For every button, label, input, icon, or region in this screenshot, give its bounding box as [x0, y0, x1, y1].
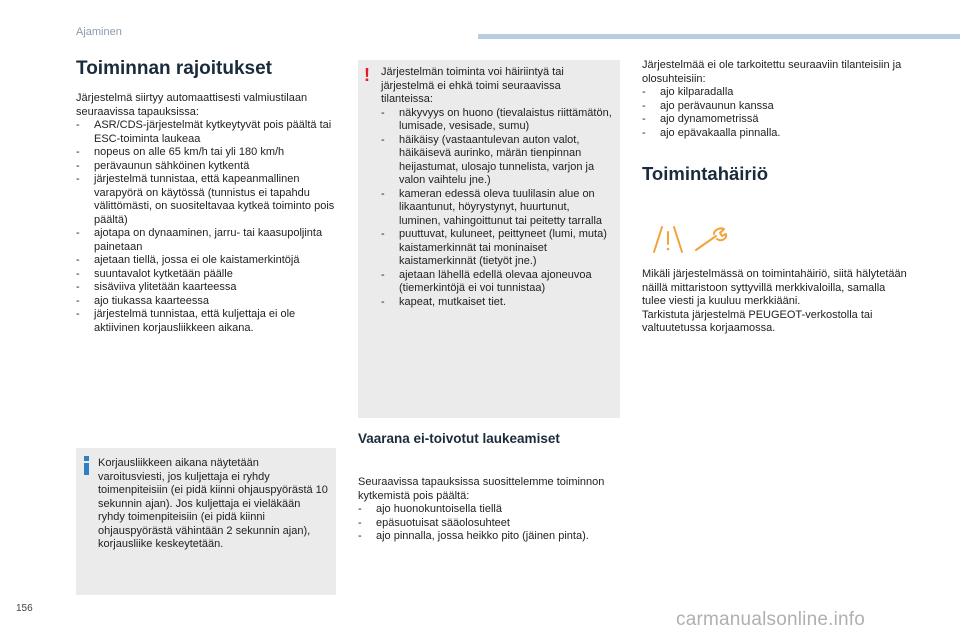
warning-lamps — [648, 222, 732, 256]
list-item: - ajo perävaunun kanssa — [642, 100, 912, 114]
list-item: - järjestelmä tunnistaa, että kapeanmallinen varapyörä on käytössä (tunnistus ei tapahdu välittömästi, on suositeltavaa kytkeä toiminto pois päältä) — [76, 173, 338, 227]
list-item: - ajo epävakaalla pinnalla. — [642, 127, 912, 141]
list-item: - ajo huonokuntoisella tiellä — [358, 503, 623, 517]
list-item: - kameran edessä oleva tuulilasin alue on likaantunut, höyrystynyt, huurtunut, luminen, vahingoittunut tai peitetty tarralla — [381, 188, 613, 229]
header-bar — [478, 34, 960, 39]
not-intended-section — [642, 59, 912, 140]
info-box-text: Korjausliikkeen aikana näytetään varoitusviesti, jos kuljettaja ei ryhdy toimenpiteisiin (ei pidä kiinni ohjauspyörästä 10 sekunnin ajan). Jos kuljettaja ei vieläkään ryhdy toimenpiteisiin (ei pidä kiinni ohjauspyörästä vähintään 2 sekunnin ajan), korjausliike keskeytetään. — [98, 457, 328, 550]
fault-title: Toimintahäiriö — [642, 163, 769, 184]
list-item: - nopeus on alle 65 km/h tai yli 180 km/h — [76, 146, 338, 160]
list-item: - ASR/CDS-järjestelmät kytkeytyvät pois päältä tai ESC-toiminta laukeaa — [76, 119, 338, 146]
warning-intro: Järjestelmän toiminta voi häiriintyä tai järjestelmä ei ehkä toimi seuraavissa tilanteissa: — [381, 66, 564, 105]
limitations-list — [76, 119, 338, 335]
section-label: Ajaminen — [76, 26, 122, 38]
list-item: - sisäviiva ylitetään kaarteessa — [76, 281, 338, 295]
list-item: - perävaunun sähköinen kytkentä — [76, 160, 338, 174]
fault-text: Mikäli järjestelmässä on toimintahäiriö, siitä hälytetään näillä mittaristoon syttyvillä merkkivaloilla, samalla tulee viesti ja kuuluu merkkiääni. — [642, 268, 907, 307]
limitations-title: Toiminnan rajoitukset — [76, 58, 273, 79]
list-item: - epäsuotuisat sääolosuhteet — [358, 517, 623, 531]
warning-list — [381, 107, 613, 310]
risk-intro: Seuraavissa tapauksissa suosittelemme toiminnon kytkemistä pois päältä: — [358, 476, 605, 502]
list-item: - ajotapa on dynaaminen, jarru- tai kaasupoljinta painetaan — [76, 227, 338, 254]
info-icon — [84, 456, 90, 475]
lane-departure-warning-icon — [654, 227, 682, 252]
list-item: - kapeat, mutkaiset tiet. — [381, 296, 613, 310]
warning-icon: ! — [364, 65, 370, 85]
risk-list — [358, 503, 623, 544]
list-item: - ajo dynamometrissä — [642, 113, 912, 127]
fault-section — [642, 268, 912, 336]
fault-text-check: Tarkistuta järjestelmä PEUGEOT-verkostolla tai valtuutetussa korjaamossa. — [642, 308, 873, 334]
list-item: - järjestelmä tunnistaa, että kuljettaja ei ole aktiivinen korjausliikkeen aikana. — [76, 308, 338, 335]
list-item: - häikäisy (vastaantulevan auton valot, häikäisevä aurinko, märän tienpinnan heijastumat, ulosajo tunnelista, varjon ja valon vaihtelu jne.) — [381, 134, 613, 188]
list-item: - puuttuvat, kuluneet, peittyneet (lumi, muta) kaistamerkinnät tai moninaiset kaistamerkinnät (tietyöt jne.) — [381, 228, 613, 269]
not-intended-intro: Järjestelmää ei ole tarkoitettu seuraaviin tilanteisiin ja olosuhteisiin: — [642, 59, 902, 85]
list-item: - ajo kilparadalla — [642, 86, 912, 100]
warning-box-content — [381, 66, 613, 309]
page-number: 156 — [16, 603, 33, 614]
watermark: carmanualsonline.info — [676, 609, 866, 630]
list-item: - näkyvyys on huono (tievalaistus riittämätön, lumisade, vesisade, sumu) — [381, 107, 613, 134]
column-1 — [76, 58, 338, 335]
list-item: - ajo tiukassa kaarteessa — [76, 295, 338, 309]
risk-title: Vaarana ei-toivotut laukeamiset — [358, 431, 560, 446]
list-item: - suuntavalot kytketään päälle — [76, 268, 338, 282]
not-intended-list — [642, 86, 912, 140]
list-item: - ajetaan lähellä edellä olevaa ajoneuvoa (tiemerkintöjä ei voi tunnistaa) — [381, 269, 613, 296]
limitations-intro: Järjestelmä siirtyy automaattisesti valmiustilaan seuraavissa tapauksissa: — [76, 92, 308, 118]
list-item: - ajo pinnalla, jossa heikko pito (jäinen pinta). — [358, 530, 623, 544]
risk-section — [358, 476, 623, 544]
list-item: - ajetaan tiellä, jossa ei ole kaistamerkintöjä — [76, 254, 338, 268]
wrench-icon — [696, 228, 726, 250]
